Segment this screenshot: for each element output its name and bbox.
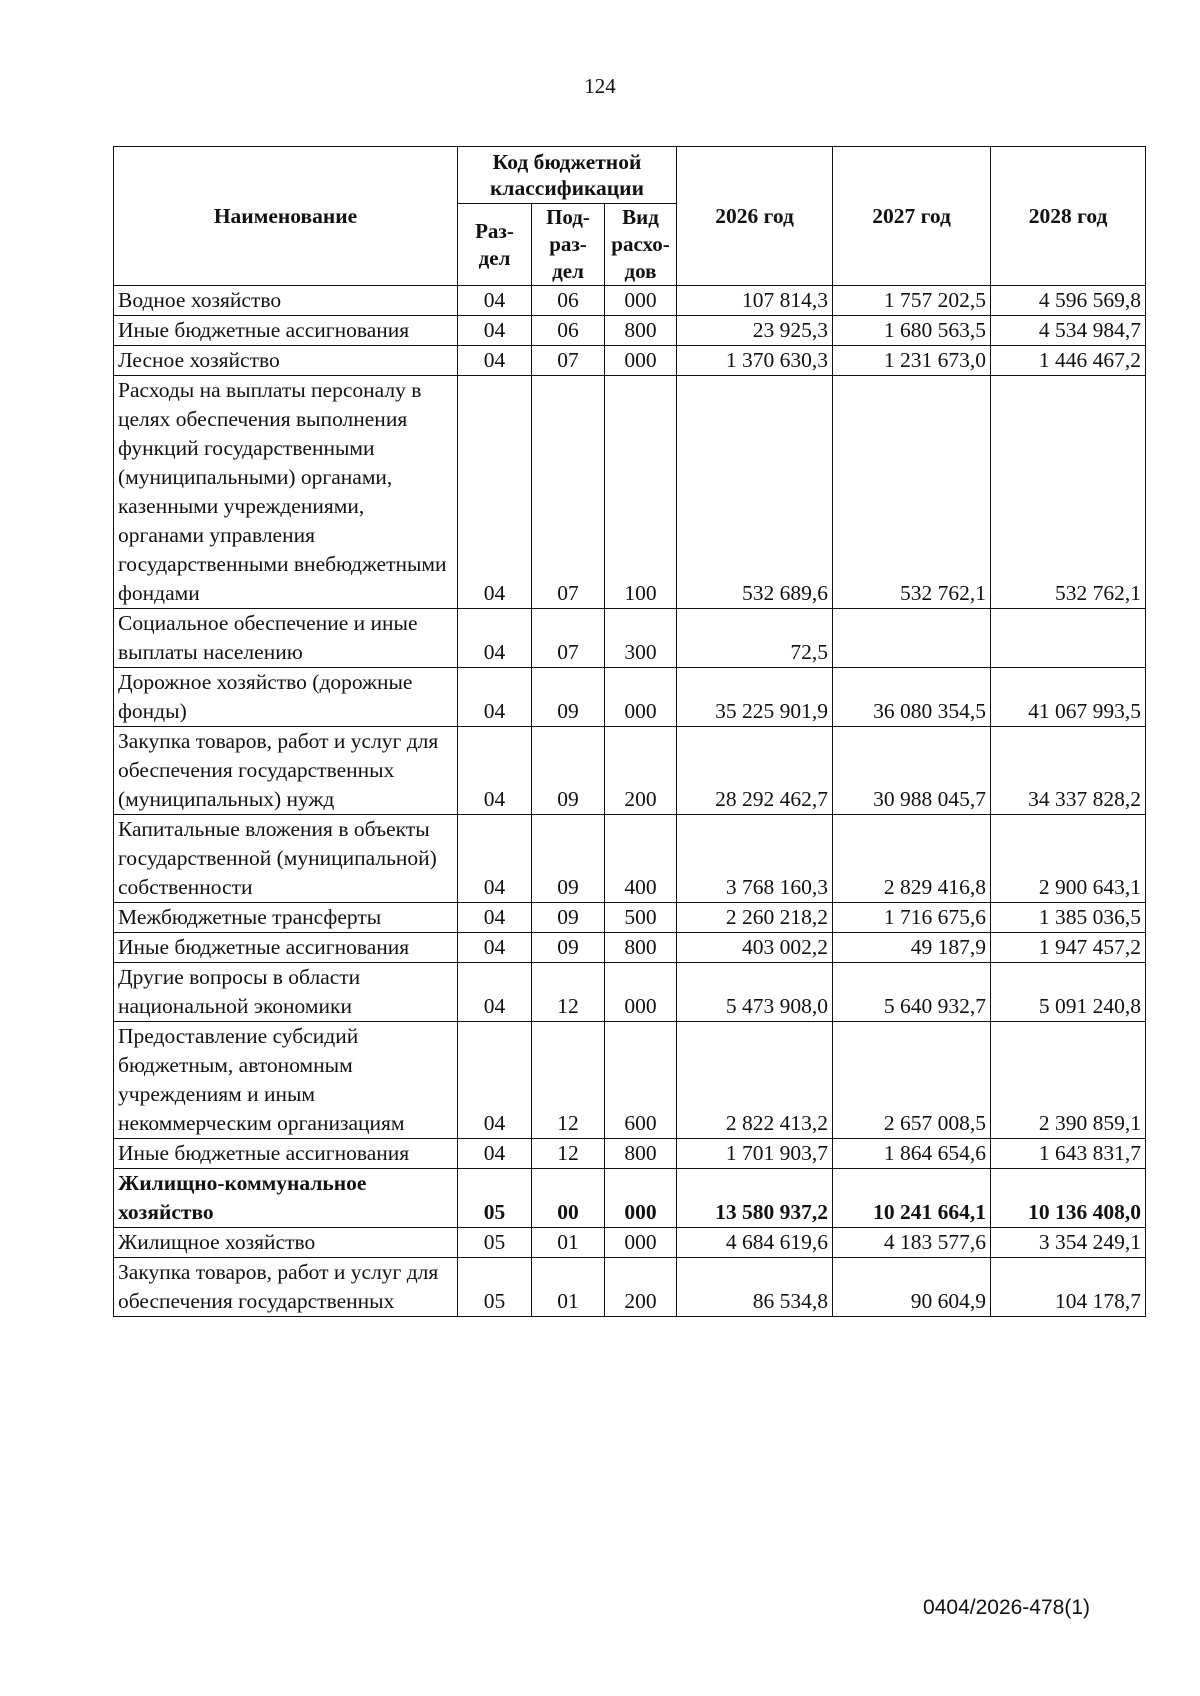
row-value-2028: 532 762,1: [991, 376, 1146, 609]
row-value-2027: 90 604,9: [833, 1258, 991, 1317]
row-subsection: 12: [532, 1139, 605, 1169]
header-year-2028: 2028 год: [991, 147, 1146, 286]
row-subsection: 09: [532, 933, 605, 963]
row-value-2026: 532 689,6: [677, 376, 833, 609]
table-row: [114, 815, 1146, 903]
row-subsection: 09: [532, 668, 605, 727]
row-value-2027: 532 762,1: [833, 376, 991, 609]
row-name: Жилищно-коммунальное хозяйство: [114, 1169, 458, 1228]
row-subsection: 09: [532, 815, 605, 903]
row-value-2026: 5 473 908,0: [677, 963, 833, 1022]
row-expense-type: 000: [605, 963, 677, 1022]
row-value-2026: 1 701 903,7: [677, 1139, 833, 1169]
table-row: [114, 903, 1146, 933]
row-value-2028: 5 091 240,8: [991, 963, 1146, 1022]
row-value-2028: 4 596 569,8: [991, 286, 1146, 316]
row-section: 05: [458, 1169, 532, 1228]
row-value-2028: 1 446 467,2: [991, 346, 1146, 376]
row-name: Дорожное хозяйство (дорожные фонды): [114, 668, 458, 727]
row-expense-type: 600: [605, 1022, 677, 1139]
row-value-2028: 3 354 249,1: [991, 1228, 1146, 1258]
row-section: 04: [458, 933, 532, 963]
row-name: Иные бюджетные ассигнования: [114, 1139, 458, 1169]
row-subsection: 00: [532, 1169, 605, 1228]
row-value-2026: 107 814,3: [677, 286, 833, 316]
table-row: [114, 933, 1146, 963]
header-subsection-text: Под-раз-дел: [546, 205, 590, 283]
row-value-2026: 2 260 218,2: [677, 903, 833, 933]
row-section: 05: [458, 1258, 532, 1317]
table-header: [114, 147, 1146, 286]
table-body: [114, 286, 1146, 1317]
row-value-2027: 1 757 202,5: [833, 286, 991, 316]
row-subsection: 06: [532, 316, 605, 346]
row-value-2028: [991, 609, 1146, 668]
row-expense-type: 200: [605, 1258, 677, 1317]
row-name: Межбюджетные трансферты: [114, 903, 458, 933]
row-name: Предоставление субсидий бюджетным, автономным учреждениям и иным некоммерческим организациям: [114, 1022, 458, 1139]
header-section: [458, 204, 532, 286]
row-expense-type: 000: [605, 346, 677, 376]
row-name: Расходы на выплаты персоналу в целях обеспечения выполнения функций государственными (муниципальными) органами, казенными учреждениями, органами управления государственными внебюджетными фондами: [114, 376, 458, 609]
row-value-2027: 4 183 577,6: [833, 1228, 991, 1258]
row-name: Закупка товаров, работ и услуг для обеспечения государственных: [114, 1258, 458, 1317]
row-value-2028: 104 178,7: [991, 1258, 1146, 1317]
header-section-text: Раз-дел: [475, 218, 514, 270]
row-subsection: 07: [532, 376, 605, 609]
row-value-2028: 4 534 984,7: [991, 316, 1146, 346]
row-value-2027: 1 716 675,6: [833, 903, 991, 933]
row-name: Другие вопросы в области национальной экономики: [114, 963, 458, 1022]
header-name: Наименование: [114, 147, 458, 286]
row-expense-type: 500: [605, 903, 677, 933]
row-subsection: 07: [532, 346, 605, 376]
row-value-2028: 10 136 408,0: [991, 1169, 1146, 1228]
row-name: Водное хозяйство: [114, 286, 458, 316]
row-value-2027: 1 680 563,5: [833, 316, 991, 346]
header-year-2026: 2026 год: [677, 147, 833, 286]
row-value-2026: 35 225 901,9: [677, 668, 833, 727]
row-expense-type: 000: [605, 668, 677, 727]
table-row: [114, 1228, 1146, 1258]
row-name: Иные бюджетные ассигнования: [114, 316, 458, 346]
row-name: Жилищное хозяйство: [114, 1228, 458, 1258]
row-value-2026: 72,5: [677, 609, 833, 668]
row-value-2026: 4 684 619,6: [677, 1228, 833, 1258]
row-section: 04: [458, 1139, 532, 1169]
table-row: [114, 1169, 1146, 1228]
page-number: 124: [584, 74, 616, 98]
row-value-2026: 23 925,3: [677, 316, 833, 346]
table-row: [114, 1258, 1146, 1317]
row-value-2027: 2 829 416,8: [833, 815, 991, 903]
header-year-2027: 2027 год: [833, 147, 991, 286]
row-value-2027: 49 187,9: [833, 933, 991, 963]
row-expense-type: 800: [605, 933, 677, 963]
row-value-2028: 41 067 993,5: [991, 668, 1146, 727]
row-section: 04: [458, 903, 532, 933]
row-section: 05: [458, 1228, 532, 1258]
row-value-2028: 2 390 859,1: [991, 1022, 1146, 1139]
table-row: [114, 316, 1146, 346]
header-expense-type-text: Вид расхо-дов: [611, 205, 670, 283]
row-value-2028: 2 900 643,1: [991, 815, 1146, 903]
row-value-2027: 30 988 045,7: [833, 727, 991, 815]
table-row: [114, 609, 1146, 668]
table-row: [114, 1139, 1146, 1169]
row-expense-type: 000: [605, 286, 677, 316]
row-subsection: 12: [532, 1022, 605, 1139]
row-name: Иные бюджетные ассигнования: [114, 933, 458, 963]
table-row: [114, 346, 1146, 376]
row-expense-type: 000: [605, 1228, 677, 1258]
row-expense-type: 400: [605, 815, 677, 903]
row-value-2027: 2 657 008,5: [833, 1022, 991, 1139]
document-number: 0404/2026-478(1): [923, 1596, 1090, 1619]
row-value-2026: 86 534,8: [677, 1258, 833, 1317]
row-expense-type: 300: [605, 609, 677, 668]
row-expense-type: 800: [605, 316, 677, 346]
row-value-2027: 5 640 932,7: [833, 963, 991, 1022]
row-value-2027: 10 241 664,1: [833, 1169, 991, 1228]
row-subsection: 06: [532, 286, 605, 316]
row-section: 04: [458, 316, 532, 346]
budget-table: [113, 146, 1146, 1317]
header-expense-type: [605, 204, 677, 286]
row-section: 04: [458, 815, 532, 903]
row-section: 04: [458, 286, 532, 316]
table-row: [114, 668, 1146, 727]
row-name: Лесное хозяйство: [114, 346, 458, 376]
row-value-2026: 28 292 462,7: [677, 727, 833, 815]
table-row: [114, 286, 1146, 316]
row-value-2028: 1 643 831,7: [991, 1139, 1146, 1169]
row-subsection: 07: [532, 609, 605, 668]
row-value-2026: 2 822 413,2: [677, 1022, 833, 1139]
table-row: [114, 1022, 1146, 1139]
row-section: 04: [458, 376, 532, 609]
row-value-2027: 1 231 673,0: [833, 346, 991, 376]
header-subsection: [532, 204, 605, 286]
table-row: [114, 727, 1146, 815]
row-value-2028: 1 385 036,5: [991, 903, 1146, 933]
table-row: [114, 376, 1146, 609]
row-name: Социальное обеспечение и иные выплаты населению: [114, 609, 458, 668]
row-expense-type: 800: [605, 1139, 677, 1169]
row-expense-type: 200: [605, 727, 677, 815]
row-value-2027: 1 864 654,6: [833, 1139, 991, 1169]
row-value-2026: 13 580 937,2: [677, 1169, 833, 1228]
row-value-2026: 1 370 630,3: [677, 346, 833, 376]
row-expense-type: 000: [605, 1169, 677, 1228]
row-name: Капитальные вложения в объекты государственной (муниципальной) собственности: [114, 815, 458, 903]
row-value-2027: 36 080 354,5: [833, 668, 991, 727]
row-expense-type: 100: [605, 376, 677, 609]
row-section: 04: [458, 609, 532, 668]
row-section: 04: [458, 1022, 532, 1139]
header-code-group: Код бюджетной классификации: [458, 147, 677, 204]
row-subsection: 01: [532, 1258, 605, 1317]
row-section: 04: [458, 727, 532, 815]
row-value-2026: 403 002,2: [677, 933, 833, 963]
row-value-2027: [833, 609, 991, 668]
row-subsection: 01: [532, 1228, 605, 1258]
row-subsection: 09: [532, 727, 605, 815]
row-section: 04: [458, 668, 532, 727]
row-name: Закупка товаров, работ и услуг для обеспечения государственных (муниципальных) нужд: [114, 727, 458, 815]
row-section: 04: [458, 963, 532, 1022]
row-section: 04: [458, 346, 532, 376]
table-row: [114, 963, 1146, 1022]
row-value-2028: 1 947 457,2: [991, 933, 1146, 963]
row-subsection: 12: [532, 963, 605, 1022]
row-subsection: 09: [532, 903, 605, 933]
row-value-2028: 34 337 828,2: [991, 727, 1146, 815]
row-value-2026: 3 768 160,3: [677, 815, 833, 903]
